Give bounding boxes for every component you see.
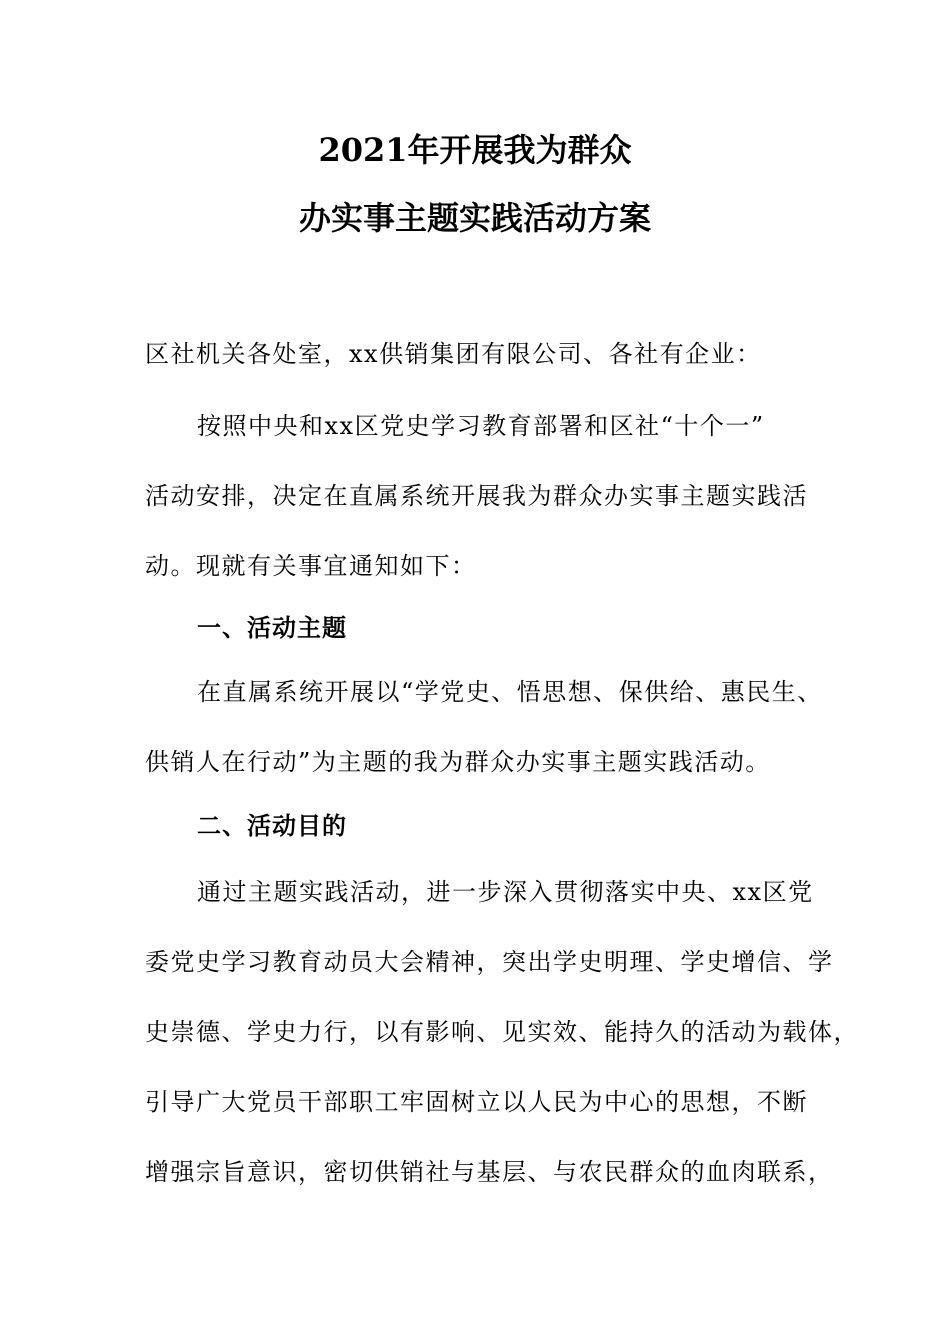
section-1-line-2: 供销人在行动”为主题的我为群众办实事主题实践活动。 [145, 748, 771, 776]
section-2-line-3: 史崇德、学史力行，以有影响、见实效、能持久的活动为载体， [145, 1018, 859, 1046]
section-2-line-1: 通过主题实践活动，进一步深入贯彻落实中央、xx区党 [197, 878, 814, 906]
document-title-line-1: 2021年开展我为群众 [318, 131, 632, 169]
section-2-heading: 二、活动目的 [197, 812, 347, 840]
intro-line-2: 活动安排，决定在直属系统开展我为群众办实事主题实践活 [145, 482, 808, 510]
salutation: 区社机关各处室，xx供销集团有限公司、各社有企业： [145, 340, 762, 368]
intro-line-1: 按照中央和xx区党史学习教育部署和区社“十个一” [197, 412, 765, 440]
section-1-heading: 一、活动主题 [197, 614, 347, 642]
section-2-line-5: 增强宗旨意识，密切供销社与基层、与农民群众的血肉联系， [145, 1158, 834, 1186]
intro-line-3: 动。现就有关事宜通知如下： [145, 552, 477, 580]
section-2-line-4: 引导广大党员干部职工牢固树立以人民为中心的思想，不断 [145, 1088, 808, 1116]
section-1-line-1: 在直属系统开展以“学党史、悟思想、保供给、惠民生、 [197, 678, 823, 706]
section-2-line-2: 委党史学习教育动员大会精神，突出学史明理、学史增信、学 [145, 948, 834, 976]
document-title-line-2: 办实事主题实践活动方案 [298, 199, 651, 237]
